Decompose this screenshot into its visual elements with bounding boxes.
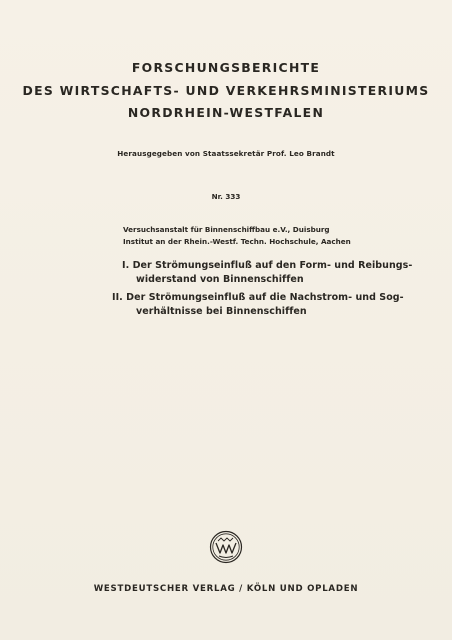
editor-line: Herausgegeben von Staatssekretär Prof. Leo Brandt (117, 149, 335, 158)
publisher-emblem-icon (209, 530, 243, 564)
series-title-line-2: DES WIRTSCHAFTS- UND VERKEHRSMINISTERIUMS (22, 83, 430, 98)
title-part2-line-2: verhältnisse bei Binnenschiffen (136, 306, 307, 317)
institution-line-2: Institut an der Rhein.-Westf. Techn. Hochschule, Aachen (123, 237, 351, 246)
title-part1-line-1: I. Der Strömungseinfluß auf den Form- und Reibungs- (122, 260, 413, 271)
series-title-line-3: NORDRHEIN-WESTFALEN (127, 105, 325, 120)
report-number: Nr. 333 (211, 192, 241, 201)
institution-line-1: Versuchsanstalt für Binnenschiffbau e.V., Duisburg (123, 225, 330, 234)
title-part1-line-2: widerstand von Binnenschiffen (136, 274, 304, 285)
series-title-line-1: FORSCHUNGSBERICHTE (131, 60, 321, 75)
title-part2-line-1: II. Der Strömungseinfluß auf die Nachstrom- und Sog- (112, 292, 404, 303)
publisher-line: WESTDEUTSCHER VERLAG / KÖLN UND OPLADEN (93, 584, 359, 594)
